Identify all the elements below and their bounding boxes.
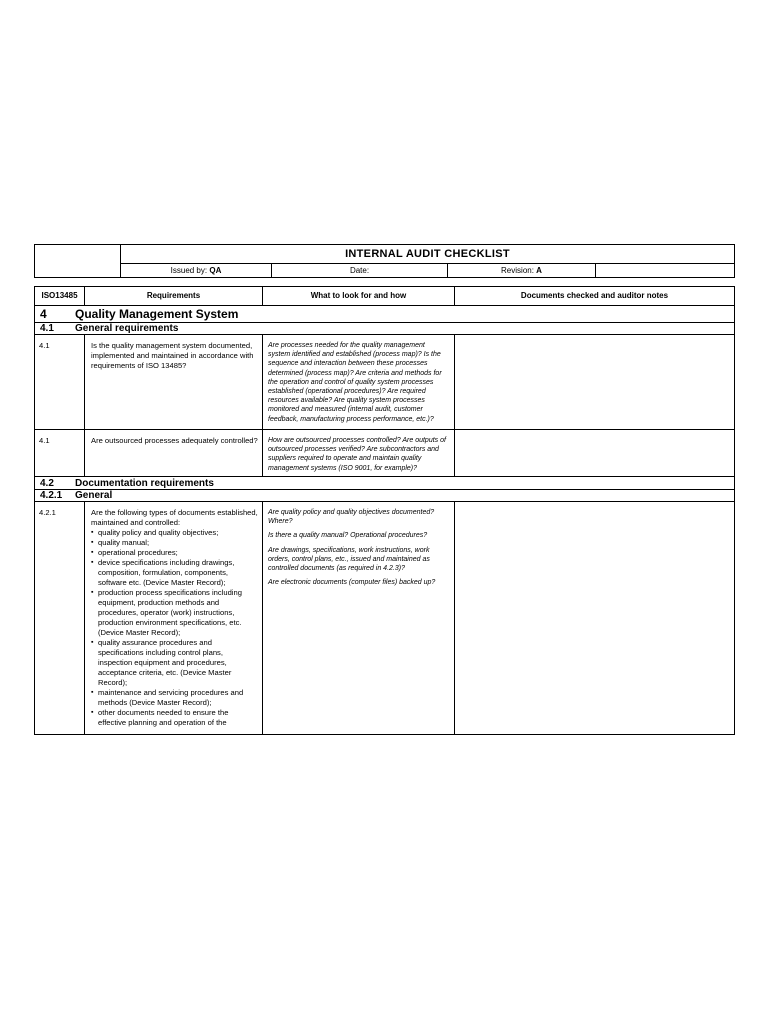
issued-by-value: QA <box>209 266 222 275</box>
column-header-row <box>35 287 734 306</box>
date-field <box>272 264 448 277</box>
section-heading-4-2-1 <box>35 490 734 502</box>
clause-cell: 4.2.1 <box>35 502 85 734</box>
list-item: ▪ quality policy and quality objectives; <box>91 528 258 538</box>
requirement-cell: Are outsourced processes adequately controlled? <box>85 430 263 476</box>
list-item: ▪ maintenance and servicing procedures and methods (Device Master Record); <box>91 688 258 708</box>
section-title: General requirements <box>75 323 179 334</box>
look-for-cell <box>263 502 455 734</box>
revision-label: Revision: <box>501 266 534 275</box>
list-item: ▪ quality assurance procedures and specifications including control plans, inspection equipment and procedures, acceptance criteria, etc. (Device Master Record); <box>91 638 258 688</box>
document-type-list <box>91 528 258 728</box>
look-for-cell: Are processes needed for the quality management system identified and established (process map)? Is the sequence and interaction between these processes determined (process map)? Are criteria and methods for the operation and control of quality system processes established (operational procedures)? Are required resources available? Are quality system processes monitored and measured (internal audit, customer feedback, manufacturing process performance, etc.)? <box>263 335 455 429</box>
section-title: Documentation requirements <box>75 478 214 489</box>
table-row <box>35 502 734 734</box>
requirement-cell: Is the quality management system documented, implemented and maintained in accordance with requirements of ISO 13485? <box>85 335 263 429</box>
issued-by-field <box>121 264 272 277</box>
logo-cell <box>35 245 121 277</box>
issued-by-label: Issued by: <box>170 266 208 275</box>
audit-table <box>34 286 735 735</box>
col-iso13485: ISO13485 <box>35 287 85 305</box>
list-item: ▪ quality manual; <box>91 538 258 548</box>
clause-cell: 4.1 <box>35 430 85 476</box>
section-heading-4-2 <box>35 477 734 490</box>
table-row <box>35 430 734 477</box>
look-for-question: Is there a quality manual? Operational procedures? <box>268 532 428 540</box>
list-item: ▪ device specifications including drawings, composition, formulation, components, software etc. (Device Master Record); <box>91 558 258 588</box>
header-blank-cell <box>596 264 734 277</box>
section-heading-4-1 <box>35 323 734 335</box>
look-for-question: Are drawings, specifications, work instructions, work orders, control plans, etc., issued and maintained as controlled documents (as required in 4.2.3)? <box>268 546 430 573</box>
list-item: ▪ other documents needed to ensure the effective planning and operation of the <box>91 708 258 728</box>
revision-value: A <box>536 266 542 275</box>
section-number: 4.1 <box>40 323 54 334</box>
section-heading-4 <box>35 306 734 323</box>
requirement-cell <box>85 502 263 734</box>
list-item: ▪ production process specifications including equipment, production methods and procedures, operator (work) instructions, production environment specifications, etc. (Device Master Record); <box>91 588 258 638</box>
look-for-cell: How are outsourced processes controlled? Are outputs of outsourced processes verified? Are subcontractors and suppliers required to operate and maintain quality management systems (ISO 9001, for example)? <box>263 430 455 476</box>
col-auditor-notes: Documents checked and auditor notes <box>520 291 669 300</box>
checklist-header <box>34 244 735 278</box>
requirement-intro: Are the following types of documents established, maintained and controlled: <box>91 508 258 527</box>
document-title: INTERNAL AUDIT CHECKLIST <box>121 245 734 264</box>
section-title: Quality Management System <box>75 307 239 321</box>
col-requirements: Requirements <box>85 287 263 305</box>
section-number: 4 <box>40 307 47 321</box>
list-item: ▪ operational procedures; <box>91 548 258 558</box>
col-what-to-look-for: What to look for and how <box>263 287 455 305</box>
revision-field <box>448 264 596 277</box>
section-number: 4.2 <box>40 478 54 489</box>
clause-cell: 4.1 <box>35 335 85 429</box>
look-for-question: Are quality policy and quality objectives documented? Where? <box>268 509 435 526</box>
section-number: 4.2.1 <box>40 490 63 501</box>
notes-cell[interactable] <box>455 335 734 429</box>
notes-cell[interactable] <box>455 430 734 476</box>
look-for-question: Are electronic documents (computer files) backed up? <box>268 579 436 587</box>
notes-cell[interactable] <box>455 502 734 734</box>
table-row <box>35 335 734 430</box>
date-label: Date: <box>349 266 370 275</box>
section-title: General <box>75 490 113 501</box>
header-meta-row <box>121 264 734 277</box>
